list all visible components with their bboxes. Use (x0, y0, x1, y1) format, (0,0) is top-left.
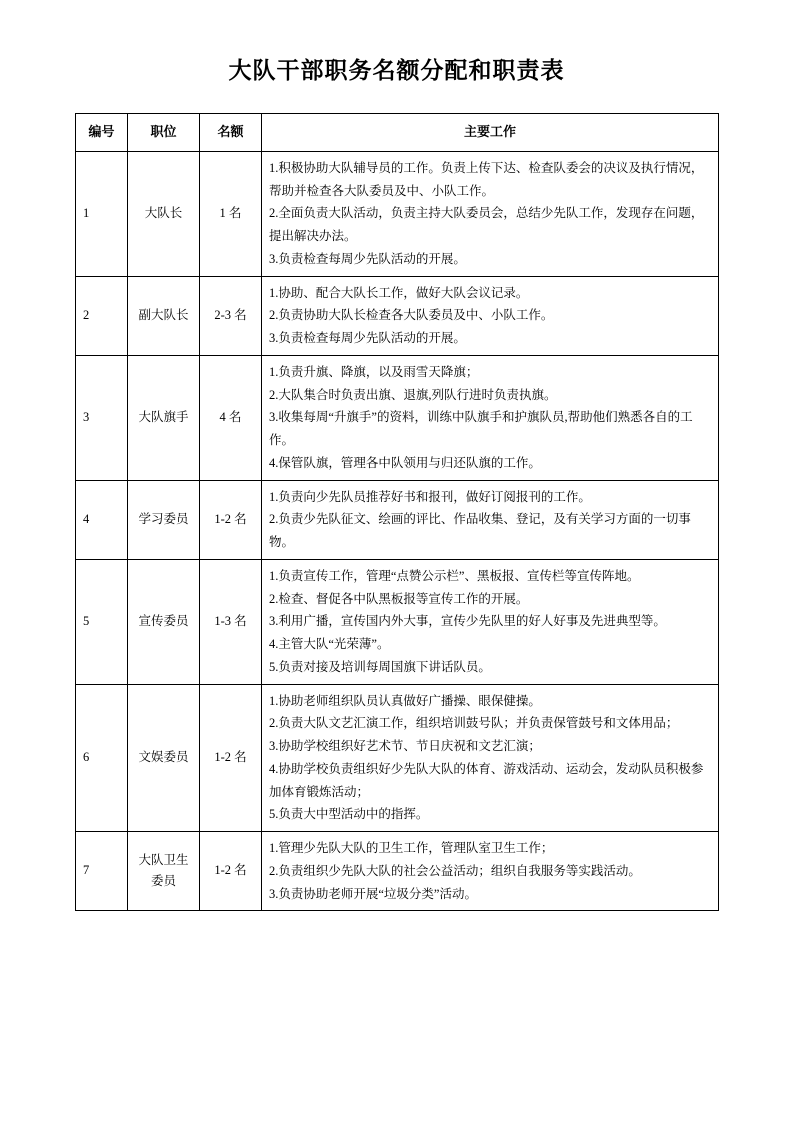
table-header (76, 114, 719, 152)
duty-line: 1.积极协助大队辅导员的工作。负责上传下达、检查队委会的决议及执行情况，帮助并检查各大队委员及中、小队工作。 (269, 160, 704, 198)
duty-line: 3.负责协助老师开展“垃圾分类”活动。 (269, 886, 477, 901)
cell-quota: 4 名 (200, 355, 262, 480)
duty-line: 5.负责对接及培训每周国旗下讲话队员。 (269, 659, 491, 674)
cell-duties (262, 559, 719, 684)
cell-quota: 1 名 (200, 151, 262, 276)
duty-line: 4.主管大队“光荣薄”。 (269, 637, 390, 651)
cell-quota: 1-2 名 (200, 832, 262, 911)
duty-line: 4.协助学校负责组织好少先队大队的体育、游戏活动、运动会，发动队员积极参加体育锻炼活动； (269, 761, 704, 799)
duty-assignment-table (75, 113, 719, 911)
duty-line: 1.协助、配合大队长工作，做好大队会议记录。 (269, 285, 529, 300)
cell-no: 3 (76, 355, 128, 480)
duty-line: 1.负责宣传工作，管理“点赞公示栏”、黑板报、宣传栏等宣传阵地。 (269, 568, 640, 583)
cell-no: 2 (76, 276, 128, 355)
duty-line: 2.检查、督促各中队黑板报等宣传工作的开展。 (269, 591, 529, 606)
cell-no: 7 (76, 832, 128, 911)
cell-duties (262, 480, 719, 559)
table-body (76, 151, 719, 911)
column-header-duties: 主要工作 (262, 114, 719, 152)
cell-quota: 2-3 名 (200, 276, 262, 355)
duty-line: 2.大队集合时负责出旗、退旗,列队行进时负责执旗。 (269, 387, 557, 402)
page-title: 大队干部职务名额分配和职责表 (228, 57, 565, 83)
table-row (76, 559, 719, 684)
duty-line: 1.管理少先队大队的卫生工作，管理队室卫生工作； (269, 841, 554, 855)
duty-line: 2.全面负责大队活动，负责主持大队委员会，总结少先队工作，发现存在问题，提出解决办法。 (269, 206, 704, 243)
cell-duties (262, 355, 719, 480)
cell-position: 学习委员 (128, 480, 200, 559)
table-row (76, 684, 719, 832)
duty-line: 2.负责组织少先队大队的社会公益活动；组织自我服务等实践活动。 (269, 863, 641, 878)
duty-line: 3.负责检查每周少先队活动的开展。 (269, 251, 466, 266)
cell-no: 6 (76, 684, 128, 832)
cell-quota: 1-2 名 (200, 684, 262, 832)
cell-duties (262, 832, 719, 911)
cell-duties (262, 151, 719, 276)
table-row (76, 832, 719, 911)
cell-no: 1 (76, 151, 128, 276)
duty-line: 3.负责检查每周少先队活动的开展。 (269, 331, 466, 345)
cell-position: 大队卫生委员 (128, 832, 200, 911)
duty-line: 2.负责大队文艺汇演工作，组织培训鼓号队；并负责保管鼓号和文体用品； (269, 716, 679, 731)
duty-line: 1.负责向少先队员推荐好书和报刊，做好订阅报刊的工作。 (269, 489, 591, 504)
column-header-position: 职位 (128, 114, 200, 152)
table-header-row (76, 114, 719, 152)
cell-no: 4 (76, 480, 128, 559)
table-row (76, 151, 719, 276)
duty-line: 3.利用广播，宣传国内外大事，宣传少先队里的好人好事及先进典型等。 (269, 614, 666, 629)
cell-position: 副大队长 (128, 276, 200, 355)
duty-line: 2.负责协助大队长检查各大队委员及中、小队工作。 (269, 308, 554, 323)
cell-quota: 1-2 名 (200, 480, 262, 559)
table-row (76, 276, 719, 355)
cell-position: 大队长 (128, 151, 200, 276)
cell-position: 大队旗手 (128, 355, 200, 480)
table-row (76, 480, 719, 559)
duty-line: 1.负责升旗、降旗，以及雨雪天降旗； (269, 364, 479, 379)
cell-quota: 1-3 名 (200, 559, 262, 684)
cell-no: 5 (76, 559, 128, 684)
cell-duties (262, 684, 719, 832)
column-header-no: 编号 (76, 114, 128, 152)
duty-line: 3.收集每周“升旗手”的资料，训练中队旗手和护旗队员,帮助他们熟悉各自的工作。 (269, 410, 693, 447)
duty-line: 2.负责少先队征文、绘画的评比、作品收集、登记，及有关学习方面的一切事物。 (269, 512, 691, 549)
duty-line: 4.保管队旗，管理各中队领用与归还队旗的工作。 (269, 455, 541, 470)
duty-line: 1.协助老师组织队员认真做好广播操、眼保健操。 (269, 693, 541, 708)
cell-position: 宣传委员 (128, 559, 200, 684)
table-row (76, 355, 719, 480)
duty-line: 5.负责大中型活动中的指挥。 (269, 807, 429, 822)
cell-duties (262, 276, 719, 355)
column-header-quota: 名额 (200, 114, 262, 152)
cell-position: 文娱委员 (128, 684, 200, 832)
duty-line: 3.协助学校组织好艺术节、节日庆祝和文艺汇演； (269, 739, 541, 753)
